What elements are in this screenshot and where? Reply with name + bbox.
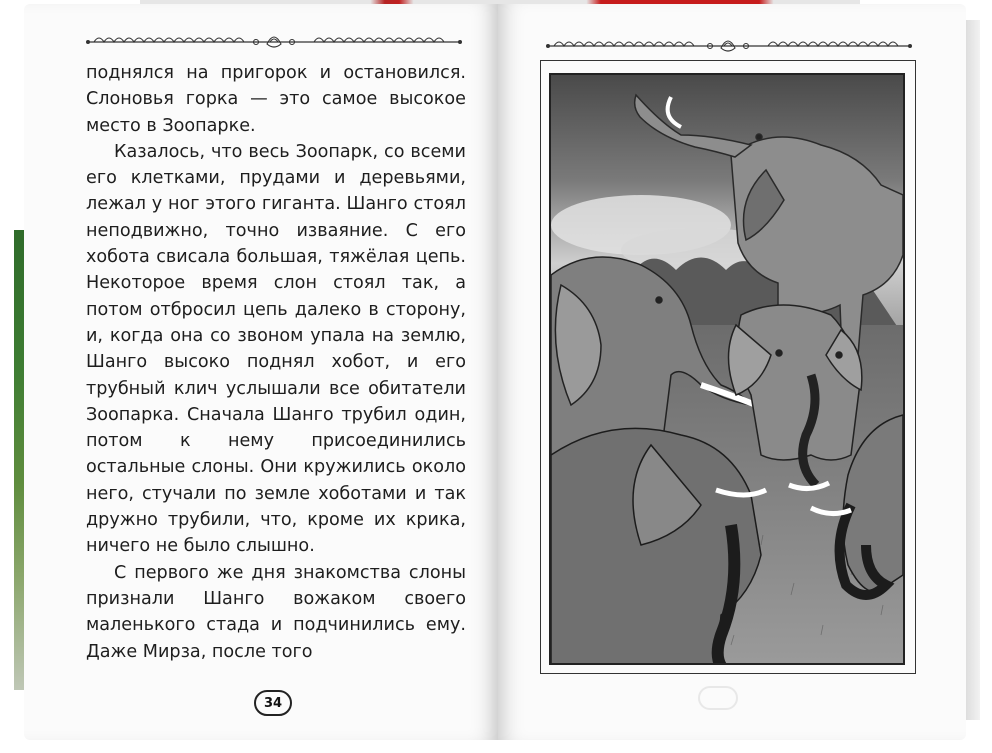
elephants-illustration: [549, 73, 905, 665]
page-number-ghost: [698, 686, 738, 710]
story-text: [86, 60, 466, 665]
header-ornament-left: [84, 32, 464, 52]
right-page: [498, 4, 966, 740]
header-ornament-right: [544, 36, 914, 56]
paragraph-1: поднялся на пригорок и остановился. Слоновья горка — это самое высокое место в Зоопарке.: [86, 63, 466, 136]
paragraph-2: Казалось, что весь Зоопарк, со всеми его клетками, прудами и деревьями, лежал у ног этого гиганта. Шанго стоял неподвижно, точно изваяние. С его хобота свисала большая, тяжёлая цепь. Некоторое время слон стоял так, а потом отбросил цепь далеко в сторону, и, когда она со звоном упала на землю, Шанго высоко поднял хобот, и его трубный клич услышали все обитатели Зоопарка. Сначала Шанго трубил один, потом к нему присоединились остальные слоны. Они кружились около него, стучали по земле хоботами и так дружно трубили, что, кроме их крика, ничего не было слышно.: [86, 141, 466, 557]
paragraph-3: С первого же дня знакомства слоны признали Шанго вожаком своего маленького стада и подчинились ему. Даже Мирза, после того: [86, 562, 466, 662]
illustration-frame: [540, 60, 916, 674]
page-number-badge: 34: [254, 690, 292, 716]
left-page: [24, 4, 498, 740]
